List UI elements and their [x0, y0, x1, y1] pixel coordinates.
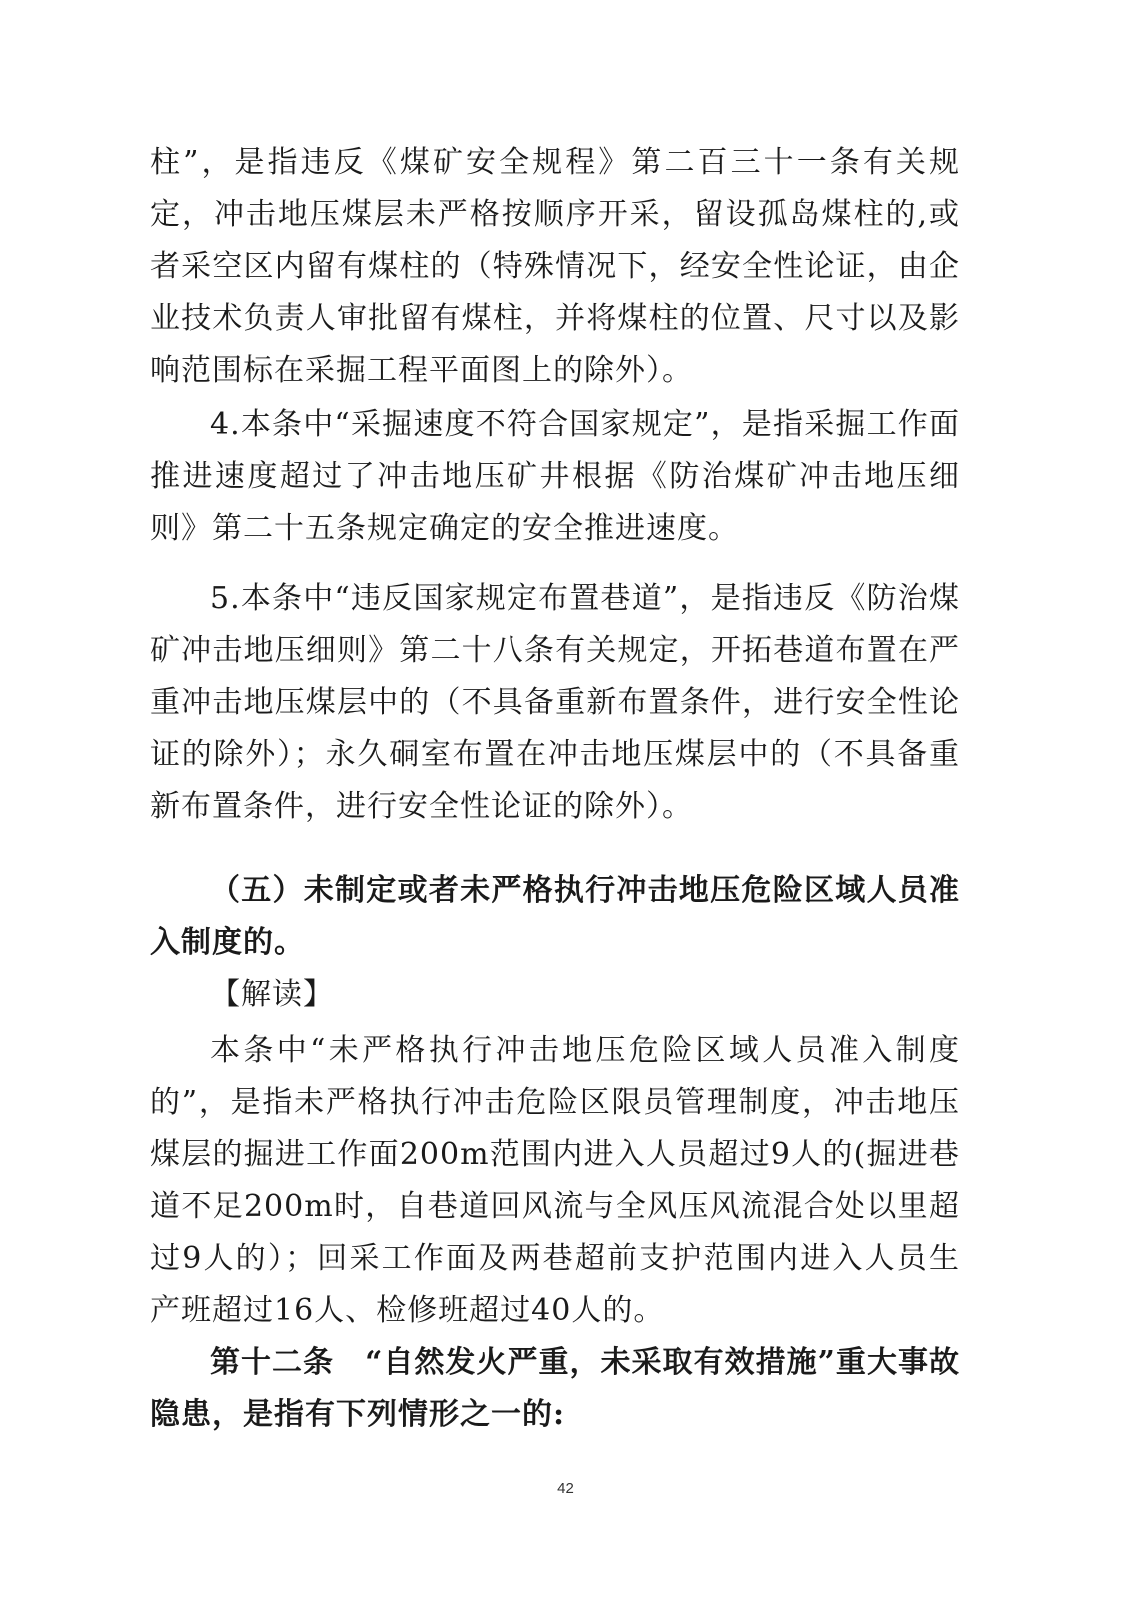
interpretation-label: 【解读】 — [210, 977, 334, 1012]
article-12-heading: 第十二条 “自然发火严重，未采取有效措施”重大事故隐患，是指有下列情形之一的: — [150, 1345, 960, 1432]
section-heading-5: （五）未制定或者未严格执行冲击地压危险区域人员准入制度的。 — [150, 873, 960, 960]
page-number: 42 — [557, 1480, 574, 1497]
paragraph-item-4: 4.本条中“采掘速度不符合国家规定”，是指采掘工作面推进速度超过了冲击地压矿井根据《防治煤矿冲击地压细则》第二十五条规定确定的安全推进速度。 — [150, 407, 960, 546]
paragraph-pillar-definition: 柱”，是指违反《煤矿安全规程》第二百三十一条有关规定，冲击地压煤层未严格按顺序开采，留设孤岛煤柱的,或者采空区内留有煤柱的（特殊情况下，经安全性论证，由企业技术负责人审批留有煤柱，并将煤柱的位置、尺寸以及影响范围标在采掘工程平面图上的除外）。 — [150, 145, 960, 388]
paragraph-interpretation: 本条中“未严格执行冲击地压危险区域人员准入制度的”，是指未严格执行冲击危险区限员管理制度，冲击地压煤层的掘进工作面200m范围内进入人员超过9人的(掘进巷道不足200m时，自巷道回风流与全风压风流混合处以里超过9人的）；回采工作面及两巷超前支护范围内进入人员生产班超过16人、检修班超过40人的。 — [150, 1033, 960, 1328]
paragraph-item-5: 5.本条中“违反国家规定布置巷道”，是指违反《防治煤矿冲击地压细则》第二十八条有关规定，开拓巷道布置在严重冲击地压煤层中的（不具备重新布置条件，进行安全性论证的除外）；永久硐室布置在冲击地压煤层中的（不具备重新布置条件，进行安全性论证的除外）。 — [150, 581, 960, 824]
